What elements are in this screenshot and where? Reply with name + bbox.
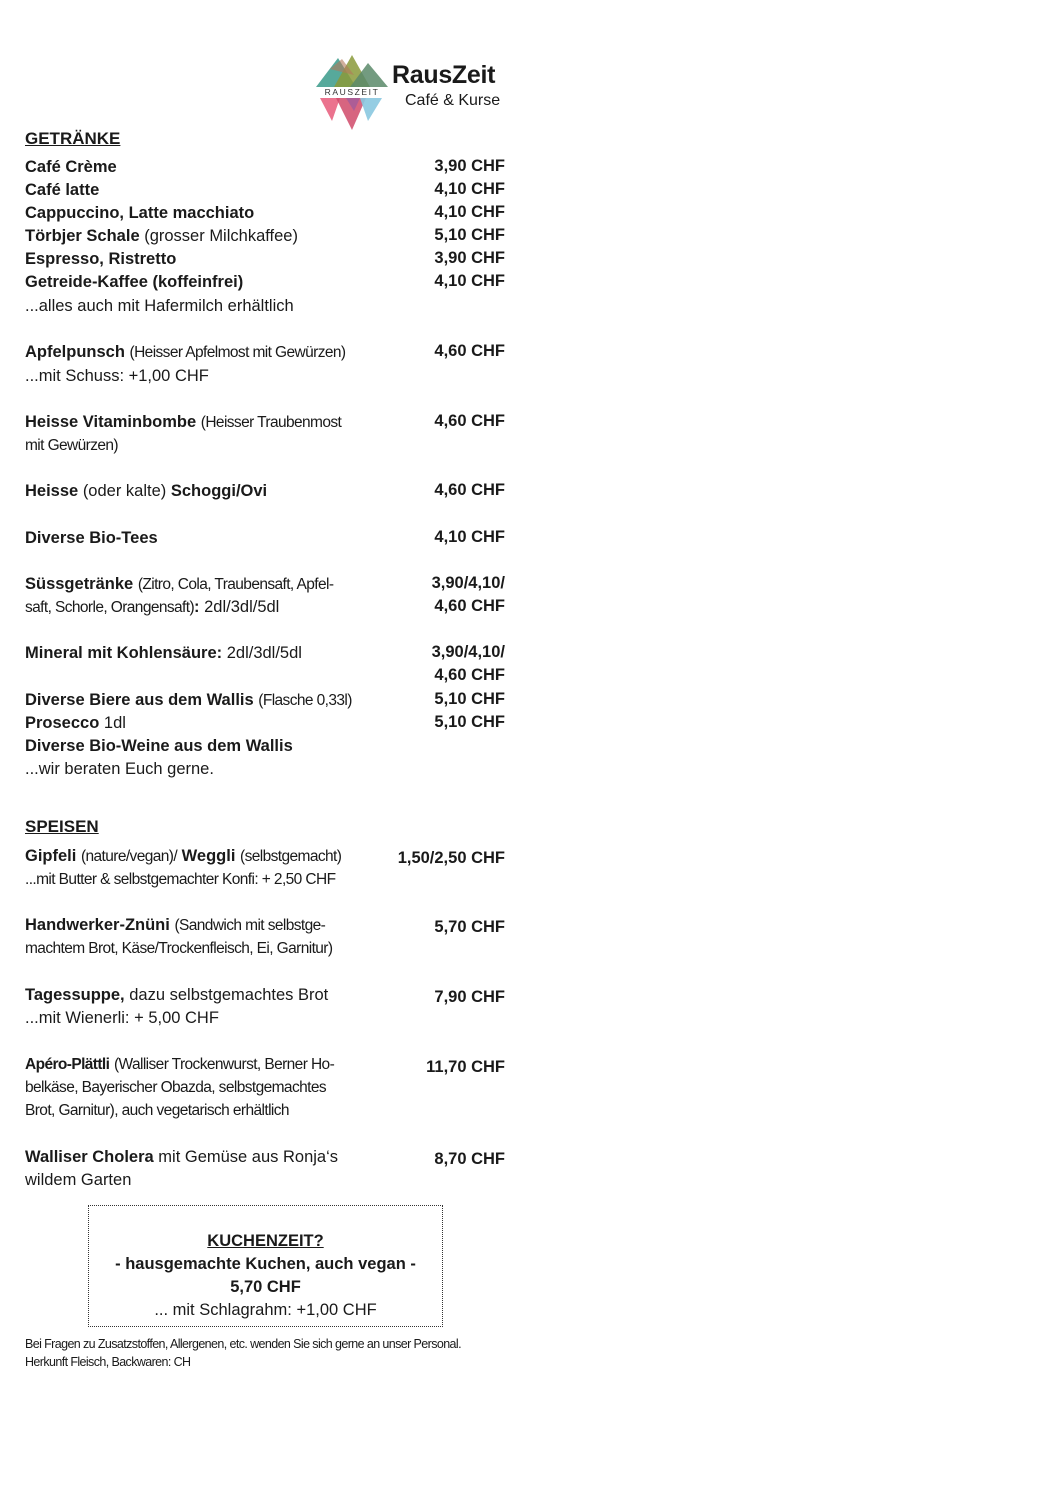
item-price: 5,10 CHF	[434, 713, 505, 731]
item-name: Café latte	[25, 181, 100, 199]
item-price: 3,90/4,10/	[431, 643, 505, 661]
menu-item	[25, 1053, 505, 1077]
item-price: 4,60 CHF	[434, 481, 505, 499]
item-detail: wildem Garten	[25, 1171, 132, 1189]
item-price: 5,10 CHF	[434, 690, 505, 708]
item-name: Cappuccino, Latte macchiato	[25, 204, 255, 222]
item-detail: (grosser Milchkaffee)	[144, 227, 298, 245]
menu-note	[25, 758, 505, 782]
item-sizes: 2dl/3dl/5dl	[204, 598, 280, 616]
item-detail: (Zitro, Cola, Traubensaft, Apfel-	[137, 576, 334, 593]
item-detail: mit Gewürzen)	[25, 437, 118, 454]
cake-price: 5,70 CHF	[230, 1278, 301, 1296]
item-detail: (nature/vegan)/	[80, 848, 178, 865]
item-name: Café Crème	[25, 158, 117, 176]
item-detail: (Heisser Traubenmost	[200, 414, 342, 431]
item-price: 4,60 CHF	[434, 597, 505, 615]
item-name: Törbjer Schale	[25, 227, 140, 245]
item-name: Gipfeli	[25, 847, 77, 865]
item-price: 11,70 CHF	[426, 1058, 505, 1076]
item-name: Apéro-Plättli	[25, 1056, 110, 1073]
menu-note	[25, 365, 505, 389]
item-detail: saft, Schorle, Orangensaft)	[25, 599, 195, 616]
item-name: Espresso, Ristretto	[25, 250, 177, 268]
item-name: Schoggi/Ovi	[170, 482, 268, 500]
item-note: ...mit Wienerli: + 5,00 CHF	[25, 1009, 219, 1027]
menu-note	[25, 1007, 505, 1031]
item-detail: (Flasche 0,33l)	[258, 692, 352, 709]
item-name: Apfelpunsch	[25, 343, 125, 361]
item-sizes: 2dl/3dl/5dl	[226, 644, 302, 662]
item-detail: (Heisser Apfelmost mit Gewürzen)	[129, 344, 346, 361]
item-detail: mit Gemüse aus Ronja‘s	[158, 1148, 339, 1166]
brand-subtitle: Café & Kurse	[405, 92, 501, 109]
item-price: 4,10 CHF	[434, 180, 505, 198]
item-detail: Brot, Garnitur), auch vegetarisch erhältlich	[25, 1102, 289, 1119]
item-name: Mineral mit Kohlensäure:	[25, 644, 223, 662]
cake-line: - hausgemachte Kuchen, auch vegan -	[115, 1255, 416, 1273]
cake-title: KUCHENZEIT?	[207, 1232, 324, 1250]
cake-extra: ... mit Schlagrahm: +1,00 CHF	[154, 1301, 377, 1319]
item-price: 4,10 CHF	[434, 272, 505, 290]
item-name: Süssgetränke	[25, 575, 134, 593]
item-price: 5,70 CHF	[434, 918, 505, 936]
menu-item	[25, 689, 505, 713]
brand-name: RausZeit	[392, 61, 496, 89]
item-detail: (oder kalte)	[82, 482, 167, 500]
menu-item	[25, 1146, 505, 1170]
menu-item	[25, 642, 505, 666]
logo-text: RAUSZEIT	[324, 87, 380, 97]
menu-item	[25, 225, 505, 249]
menu-item	[25, 480, 505, 504]
menu-item	[25, 914, 505, 938]
item-price: 4,10 CHF	[434, 203, 505, 221]
item-price: 4,10 CHF	[434, 528, 505, 546]
menu-item-continued	[25, 937, 505, 961]
cake-box	[88, 1205, 443, 1327]
item-name: Getreide-Kaffee (koffeinfrei)	[25, 273, 244, 291]
item-note: ...mit Schuss: +1,00 CHF	[25, 367, 209, 385]
menu-item-continued	[25, 1076, 505, 1100]
item-name: Heisse Vitaminbombe	[25, 413, 197, 431]
menu-item	[25, 845, 505, 869]
menu-item	[25, 984, 505, 1008]
rauszeit-logo	[316, 55, 388, 130]
item-price: 4,60 CHF	[434, 666, 505, 684]
item-price: 3,90/4,10/	[431, 574, 505, 592]
colon: :	[194, 598, 200, 616]
item-price: 4,60 CHF	[434, 342, 505, 360]
menu-item	[25, 573, 505, 597]
allergen-note: Bei Fragen zu Zusatzstoffen, Allergenen, etc. wenden Sie sich gerne an unser Personal.	[25, 1337, 461, 1351]
menu-item-continued	[25, 596, 505, 620]
item-detail: machtem Brot, Käse/Trockenfleisch, Ei, Garnitur)	[25, 940, 333, 957]
item-price: 3,90 CHF	[434, 157, 505, 175]
item-price: 5,10 CHF	[434, 226, 505, 244]
menu-item	[25, 411, 505, 435]
oat-milk-note: ...alles auch mit Hafermilch erhältlich	[25, 297, 294, 315]
menu-item-continued	[25, 1169, 505, 1193]
menu-item	[25, 202, 505, 226]
item-detail: (Walliser Trockenwurst, Berner Ho-	[113, 1056, 335, 1073]
item-name: Weggli	[181, 847, 236, 865]
menu-note	[25, 868, 505, 892]
item-note: ...wir beraten Euch gerne.	[25, 760, 214, 778]
item-name: Diverse Bio-Tees	[25, 529, 158, 547]
menu-item	[25, 271, 505, 295]
menu-item-continued	[25, 665, 505, 689]
item-detail: (selbstgemacht)	[240, 848, 342, 865]
item-price: 3,90 CHF	[434, 249, 505, 267]
menu-item	[25, 156, 505, 180]
item-detail: (Sandwich mit selbstge-	[174, 917, 326, 934]
item-price: 1,50/2,50 CHF	[397, 849, 505, 867]
origin-note: Herkunft Fleisch, Backwaren: CH	[25, 1355, 191, 1369]
food-section-title: SPEISEN	[25, 817, 99, 836]
menu-item	[25, 527, 505, 551]
menu-item	[25, 712, 505, 736]
drinks-section-title: GETRÄNKE	[25, 129, 121, 148]
menu-item	[25, 179, 505, 203]
item-detail: dazu selbstgemachtes Brot	[129, 986, 329, 1004]
menu-item	[25, 341, 505, 365]
item-name: Heisse	[25, 482, 79, 500]
item-name: Prosecco	[25, 714, 100, 732]
item-name: Diverse Bio-Weine aus dem Wallis	[25, 737, 293, 755]
item-name: Handwerker-Znüni	[25, 916, 170, 934]
item-note: ...mit Butter & selbstgemachter Konfi: + 2,50 CHF	[25, 871, 336, 888]
item-price: 7,90 CHF	[434, 988, 505, 1006]
menu-item	[25, 735, 505, 759]
item-name: Tagessuppe,	[25, 986, 125, 1004]
menu-item-continued	[25, 434, 505, 458]
menu-item-continued	[25, 1099, 505, 1123]
item-price: 4,60 CHF	[434, 412, 505, 430]
menu-note	[25, 295, 505, 319]
item-detail: belkäse, Bayerischer Obazda, selbstgemachtes	[25, 1079, 326, 1096]
menu-item	[25, 248, 505, 272]
item-name: Diverse Biere aus dem Wallis	[25, 691, 254, 709]
item-name: Walliser Cholera	[25, 1148, 154, 1166]
item-detail: 1dl	[103, 714, 126, 732]
item-price: 8,70 CHF	[434, 1150, 505, 1168]
